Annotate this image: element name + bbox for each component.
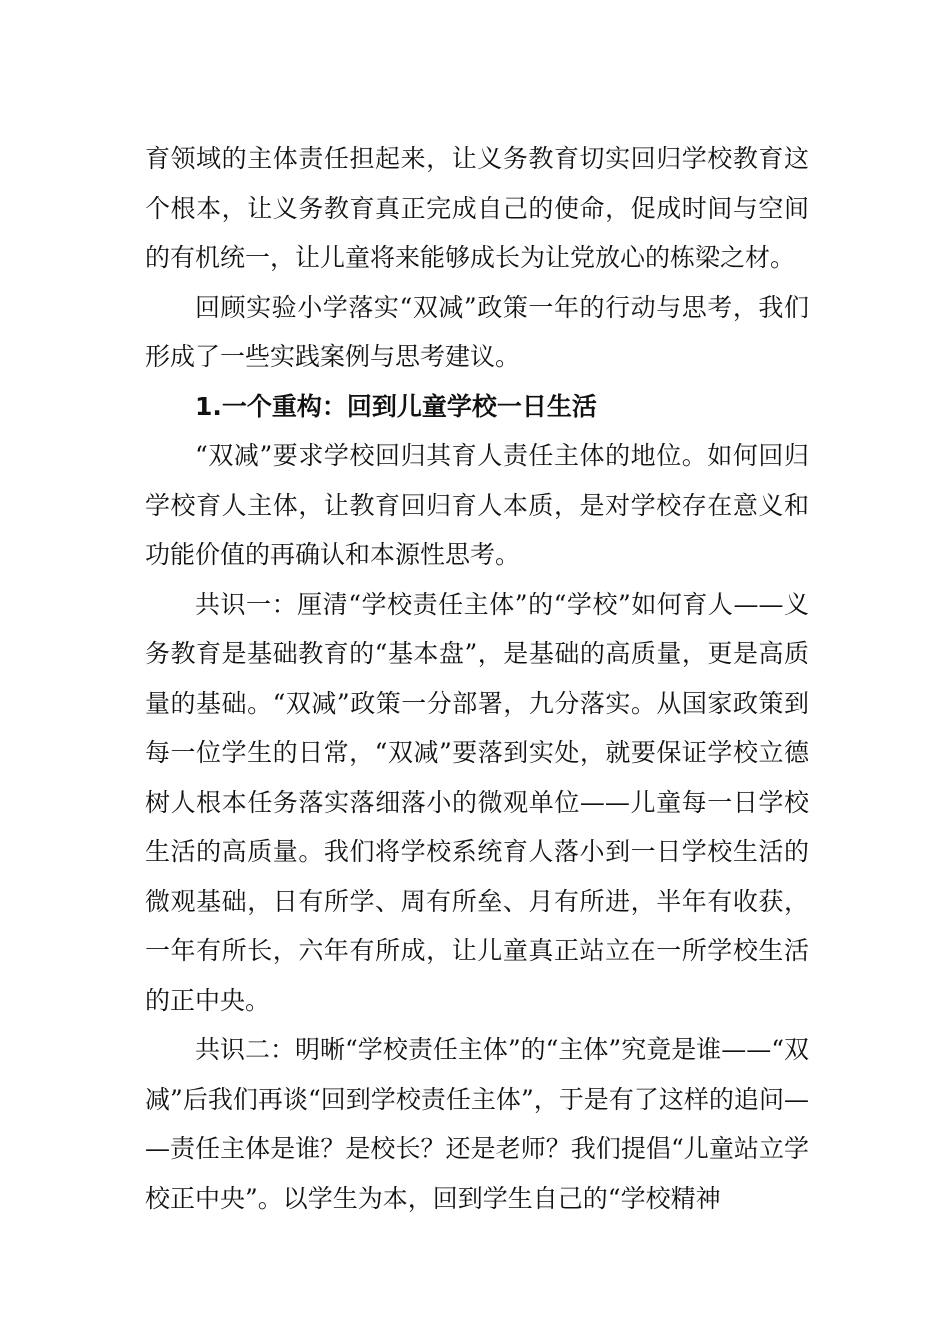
document-page: [145, 134, 809, 1223]
paragraph-consensus-two: 共识二：明晰“学校责任主体”的“主体”究竟是谁——“双减”后我们再谈“回到学校责任主体”，于是有了这样的追问——责任主体是谁？是校长？还是老师？我们提倡“儿童站立学校正中央”。以学生为本，回到学生自己的“学校精神: [145, 1035, 809, 1213]
paragraph-consensus-one: 共识一：厘清“学校责任主体”的“学校”如何育人——义务教育是基础教育的“基本盘”，是基础的高质量，更是高质量的基础。“双减”政策一分部署，九分落实。从国家政策到每一位学生的日常，“双减”要落到实处，就要保证学校立德树人根本任务落实落细落小的微观单位——儿童每一日学校生活的高质量。我们将学校系统育人落小到一日学校生活的微观基础，日有所学、周有所垒、月有所进，半年有收获，一年有所长，六年有所成，让儿童真正站立在一所学校生活的正中央。: [145, 589, 809, 1015]
paragraph-review: 回顾实验小学落实“双减”政策一年的行动与思考，我们形成了一些实践案例与思考建议。: [145, 292, 809, 371]
section-heading: 1.一个重构：回到儿童学校一日生活: [195, 391, 597, 421]
paragraph-continuation: 育领域的主体责任担起来，让义务教育切实回归学校教育这个根本，让义务教育真正完成自己的使命，促成时间与空间的有机统一，让儿童将来能够成长为让党放心的栋梁之材。: [145, 144, 809, 272]
paragraph-double-reduction: “双减”要求学校回归其育人责任主体的地位。如何回归学校育人主体，让教育回归育人本质，是对学校存在意义和功能价值的再确认和本源性思考。: [145, 441, 809, 569]
